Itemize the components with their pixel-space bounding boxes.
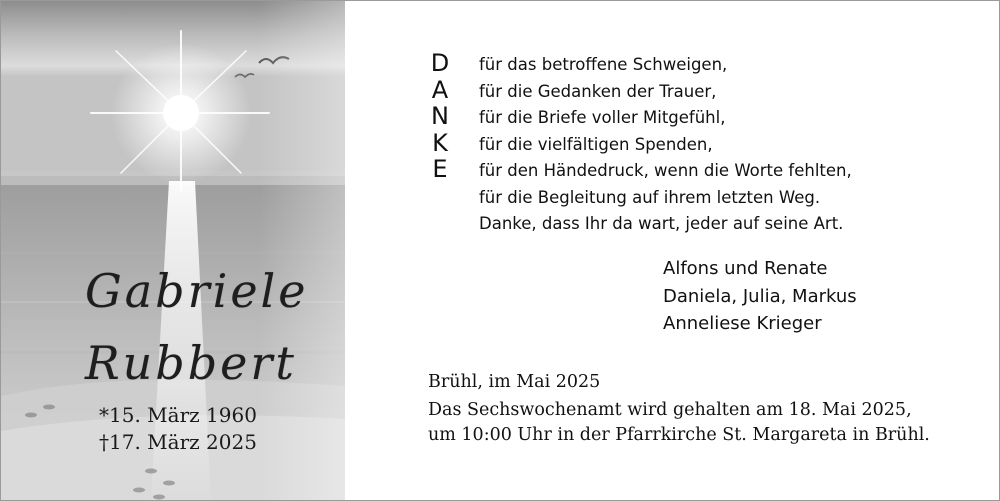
verse-line: für den Händedruck, wenn die Worte fehlten, bbox=[479, 161, 852, 180]
acrostic-letter: E bbox=[432, 155, 448, 183]
danke-acrostic bbox=[429, 50, 451, 183]
acrostic-letter: K bbox=[432, 128, 448, 157]
acrostic-letter: N bbox=[431, 102, 449, 130]
place-and-date: Brühl, im Mai 2025 bbox=[428, 372, 601, 392]
verse-line: für das betroffene Schweigen, bbox=[479, 55, 728, 74]
text-panel bbox=[345, 1, 999, 500]
verse-line: für die Gedanken der Trauer, bbox=[479, 81, 717, 101]
memorial-photo-panel bbox=[1, 1, 345, 500]
death-date: †17. März 2025 bbox=[99, 430, 257, 454]
deceased-first-name: Gabriele bbox=[85, 264, 309, 318]
thank-you-verse bbox=[479, 52, 852, 238]
acrostic-letter: A bbox=[431, 75, 449, 104]
verse-line: für die Begleitung auf ihrem letzten Weg. bbox=[479, 187, 821, 207]
service-announcement-line: Das Sechswochenamt wird gehalten am 18. Mai 2025, bbox=[428, 400, 912, 420]
life-dates bbox=[99, 402, 257, 456]
acrostic-letter: D bbox=[430, 49, 450, 77]
verse-line: für die Briefe voller Mitgefühl, bbox=[479, 108, 726, 127]
birth-date: *15. März 1960 bbox=[99, 403, 257, 427]
service-info bbox=[428, 370, 930, 448]
family-signatures bbox=[663, 255, 857, 338]
signer-name: Daniela, Julia, Markus bbox=[663, 285, 857, 307]
deceased-last-name: Rubbert bbox=[85, 336, 297, 390]
signer-name: Alfons und Renate bbox=[663, 258, 828, 279]
signer-name: Anneliese Krieger bbox=[663, 313, 822, 334]
verse-line: für die vielfältigen Spenden, bbox=[479, 134, 713, 154]
service-announcement-line: um 10:00 Uhr in der Pfarrkirche St. Margareta in Brühl. bbox=[428, 425, 930, 445]
verse-line: Danke, dass Ihr da wart, jeder auf seine Art. bbox=[479, 214, 844, 233]
